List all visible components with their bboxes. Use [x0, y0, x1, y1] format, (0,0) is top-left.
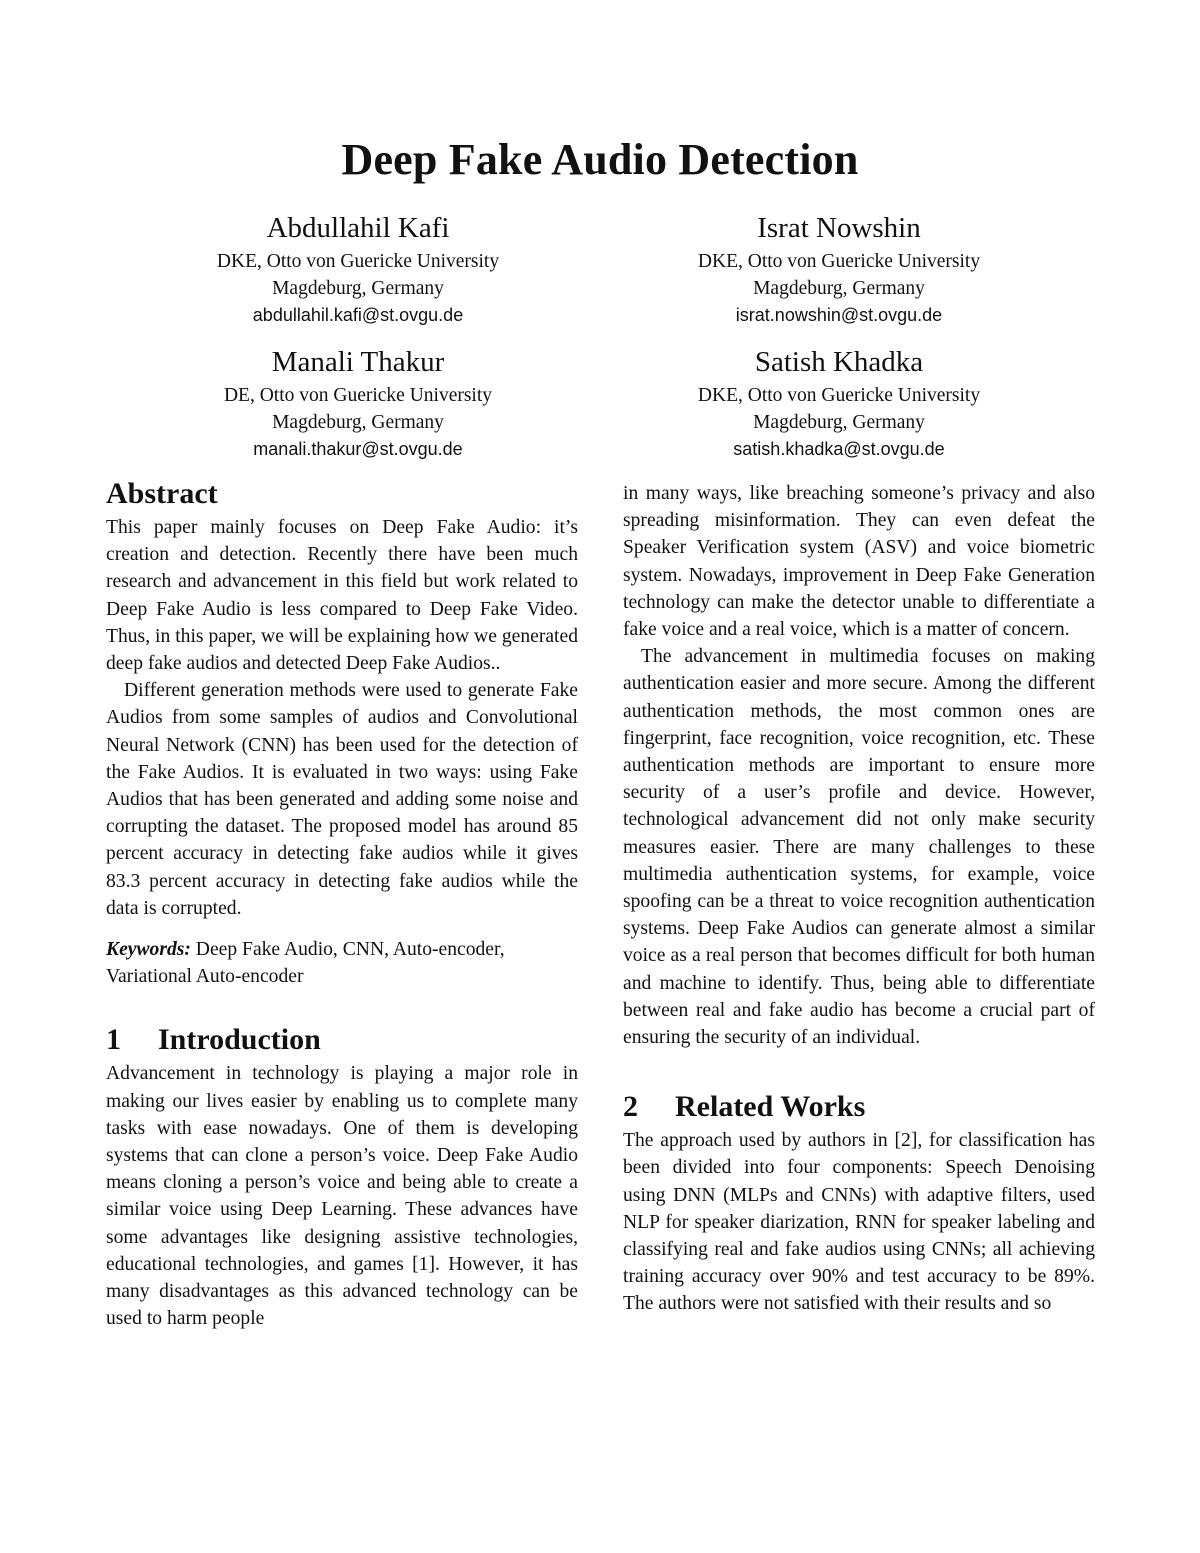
section-heading-introduction — [106, 1020, 578, 1060]
author-block — [118, 344, 598, 463]
body-paragraph: The approach used by authors in [2], for classification has been divided into four components: Speech Denoising using DNN (MLPs and CNNs) with adaptive filters, used NLP for speaker diarization, RNN for speaker labeling and classifying real and fake audios using CNNs; all achieving training accuracy over 90% and test accuracy to be 89%. The authors were not satisfied with their results and so — [623, 1130, 1095, 1315]
author-affiliation: DKE, Otto von Guericke University — [697, 385, 981, 406]
author-email[interactable]: satish.khadka@st.ovgu.de — [733, 439, 945, 459]
author-name: Satish Khadka — [754, 346, 924, 378]
section-number: 1 — [106, 1023, 121, 1057]
author-email[interactable]: israt.nowshin@st.ovgu.de — [735, 305, 943, 325]
author-email[interactable]: manali.thakur@st.ovgu.de — [253, 439, 463, 459]
abstract-heading: Abstract — [106, 477, 218, 510]
author-location: Magdeburg, Germany — [753, 412, 925, 433]
keywords-text: Deep Fake Audio, CNN, Auto-encoder, Variational Auto-encoder — [106, 939, 505, 988]
section-number: 2 — [623, 1090, 638, 1124]
author-location: Magdeburg, Germany — [753, 278, 925, 299]
left-column — [106, 474, 578, 1332]
author-name: Abdullahil Kafi — [266, 212, 450, 244]
paper-title: Deep Fake Audio Detection — [341, 135, 859, 184]
author-block — [118, 210, 598, 329]
abstract-paragraph: This paper mainly focuses on Deep Fake Audio: it’s creation and detection. Recently there have been much research and advancement in this field but work related to Deep Fake Audio is less compared to Deep Fake Video. Thus, in this paper, we will be explaining how we generated deep fake audios and detected Deep Fake Audios.. — [106, 517, 578, 675]
author-name: Israt Nowshin — [757, 212, 921, 244]
body-paragraph: Advancement in technology is playing a major role in making our lives easier by enabling us to complete many tasks with ease nowadays. One of them is developing systems that can clone a person’s voice. Deep Fake Audio means cloning a person’s voice and being able to create a similar voice using Deep Learning. These advances have some advantages like designing assistive technologies, educational technologies, and games [1]. However, it has many disadvantages as this advanced technology can be used to harm people — [106, 1063, 578, 1330]
author-affiliation: DKE, Otto von Guericke University — [216, 251, 500, 272]
right-column — [623, 480, 1095, 1318]
author-email[interactable]: abdullahil.kafi@st.ovgu.de — [252, 305, 464, 325]
author-affiliation: DE, Otto von Guericke University — [223, 385, 493, 406]
section-heading-related-works — [623, 1087, 1095, 1127]
section-title: Related Works — [675, 1090, 866, 1124]
author-block — [599, 344, 1079, 463]
author-location: Magdeburg, Germany — [272, 412, 444, 433]
keywords-label: Keywords: — [106, 939, 191, 961]
section-title: Introduction — [158, 1023, 321, 1057]
author-location: Magdeburg, Germany — [272, 278, 444, 299]
keywords — [106, 936, 578, 990]
body-paragraph: in many ways, like breaching someone’s privacy and also spreading misinformation. They can even defeat the Speaker Verification system (ASV) and voice biometric system. Nowadays, improvement in Deep Fake Generation technology can make the detector unable to differentiate a fake voice and a real voice, which is a matter of concern. — [623, 483, 1095, 641]
author-affiliation: DKE, Otto von Guericke University — [697, 251, 981, 272]
abstract-paragraph: Different generation methods were used to generate Fake Audios from some samples of audios and Convolutional Neural Network (CNN) has been used for the detection of the Fake Audios. It is evaluated in two ways: using Fake Audios that has been generated and adding some noise and corrupting the dataset. The proposed model has around 85 percent accuracy in detecting fake audios while it gives 83.3 percent accuracy in detecting fake audios while the data is corrupted. — [106, 680, 578, 919]
author-block — [599, 210, 1079, 329]
author-name: Manali Thakur — [271, 346, 445, 378]
body-paragraph: The advancement in multimedia focuses on making authentication easier and more secure. Among the different authentication methods, the most common ones are fingerprint, face recognition, voice recognition, etc. These authentication methods are important to ensure more security of a user’s profile and device. However, technological advancement did not only make security measures easier. There are many challenges to these multimedia authentication systems, for example, voice spoofing can be a threat to voice recognition authentication systems. Deep Fake Audios can generate almost a similar voice as a real person that becomes difficult for both human and machine to identify. Thus, being able to differentiate between real and fake audio has become a crucial part of ensuring the security of an individual. — [623, 646, 1095, 1049]
